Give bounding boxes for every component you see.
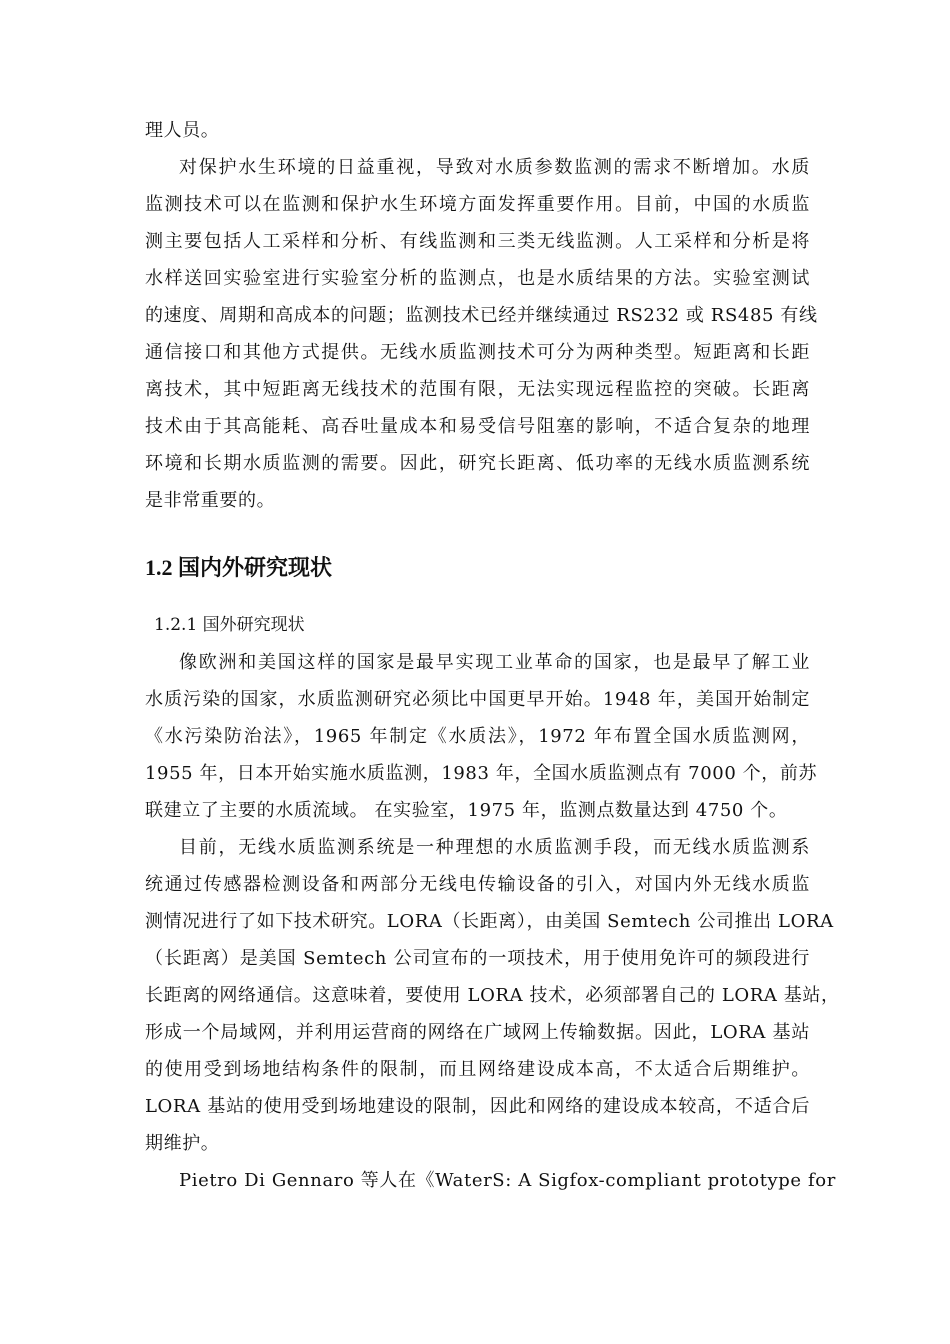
paragraph-line: 统通过传感器检测设备和两部分无线电传输设备的引入，对国内外无线水质监 xyxy=(145,874,810,895)
paragraph-line: 测情况进行了如下技术研究。LORA（长距离），由美国 Semtech 公司推出 LORA xyxy=(145,911,834,932)
paragraph-line: 的速度、周期和高成本的问题；监测技术已经并继续通过 RS232 或 RS485 有线 xyxy=(145,305,818,326)
paragraph-line: 环境和长期水质监测的需要。因此，研究长距离、低功率的无线水质监测系统 xyxy=(145,453,810,474)
paragraph-line: 的使用受到场地结构条件的限制，而且网络建设成本高，不太适合后期维护。 xyxy=(145,1059,810,1080)
paragraph-foreign-history xyxy=(145,644,818,829)
paragraph-line: 理人员。 xyxy=(145,120,220,141)
section-heading: 1.2 国内外研究现状 xyxy=(145,555,333,580)
paragraph-line: 通信接口和其他方式提供。无线水质监测技术可分为两种类型。短距离和长距 xyxy=(145,342,810,363)
paragraph-waters-prototype xyxy=(145,1162,836,1199)
subsection-heading: 1.2.1 国外研究现状 xyxy=(154,615,305,635)
paragraph-lora xyxy=(145,829,840,1162)
paragraph-line: 期维护。 xyxy=(145,1133,220,1154)
paragraph-line: 对保护水生环境的日益重视，导致对水质参数监测的需求不断增加。水质 xyxy=(179,157,810,178)
paragraph-line: （长距离）是美国 Semtech 公司宣布的一项技术，用于使用免许可的频段进行 xyxy=(145,948,810,969)
paragraph-line: 测主要包括人工采样和分析、有线监测和三类无线监测。人工采样和分析是将 xyxy=(145,231,810,252)
paragraph-line: 水质污染的国家，水质监测研究必须比中国更早开始。1948 年，美国开始制定 xyxy=(145,689,810,710)
paragraph-line: 《水污染防治法》，1965 年制定《水质法》，1972 年布置全国水质监测网， xyxy=(145,726,810,747)
paragraph-line: 形成一个局域网，并利用运营商的网络在广域网上传输数据。因此，LORA 基站 xyxy=(145,1022,810,1043)
paragraph-line: 目前，无线水质监测系统是一种理想的水质监测手段，而无线水质监测系 xyxy=(179,837,810,858)
paragraph-line: 1955 年，日本开始实施水质监测，1983 年，全国水质监测点有 7000 个，前苏 xyxy=(145,763,818,784)
paragraph-water-quality-importance xyxy=(145,149,818,519)
paragraph-line: 水样送回实验室进行实验室分析的监测点，也是水质结果的方法。实验室测试 xyxy=(145,268,810,289)
paragraph-line: 离技术，其中短距离无线技术的范围有限，无法实现远程监控的突破。长距离 xyxy=(145,379,810,400)
paragraph-line: 监测技术可以在监测和保护水生环境方面发挥重要作用。目前，中国的水质监 xyxy=(145,194,810,215)
document-page xyxy=(145,112,840,1199)
paragraph-line: 联建立了主要的水质流域。 在实验室，1975 年，监测点数量达到 4750 个。 xyxy=(145,800,788,821)
paragraph-line: 长距离的网络通信。这意味着，要使用 LORA 技术，必须部署自己的 LORA 基站， xyxy=(145,985,840,1006)
paragraph-line: LORA 基站的使用受到场地建设的限制，因此和网络的建设成本较高，不适合后 xyxy=(145,1096,810,1117)
paragraph-line: 技术由于其高能耗、高吞吐量成本和易受信号阻塞的影响，不适合复杂的地理 xyxy=(145,416,810,437)
paragraph-line: Pietro Di Gennaro 等人在《WaterS: A Sigfox-compliant prototype for xyxy=(179,1170,836,1191)
paragraph-line: 像欧洲和美国这样的国家是最早实现工业革命的国家，也是最早了解工业 xyxy=(179,652,810,673)
paragraph-line: 是非常重要的。 xyxy=(145,490,276,511)
